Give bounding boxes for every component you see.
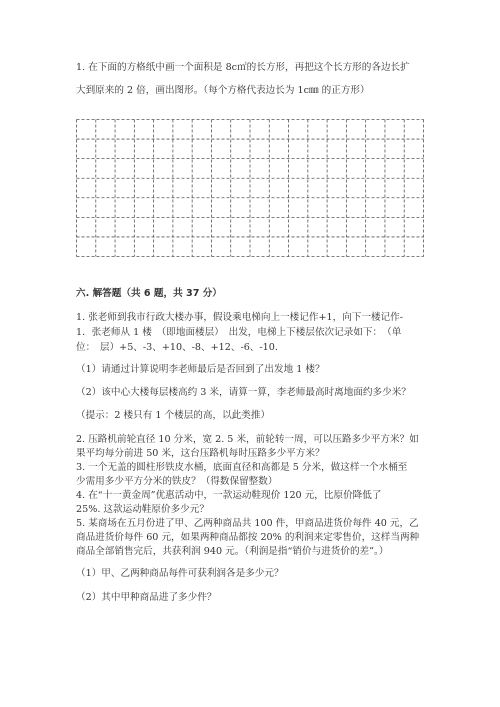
p5-question-1: （1）甲、乙两种商品每件可获利润各是多少元？ — [76, 568, 284, 579]
p1-question-1: （1）请通过计算说明李老师最后是否回到了出发地 1 楼？ — [76, 364, 325, 375]
p2-line1: 2. 压路机前轮直径 10 分米，宽 2. 5 米，前轮转一周，可以压路多少平方米？如 — [76, 434, 419, 445]
p3-line2: 少需用多少平方分米的铁皮？（得数保留整数） — [76, 476, 278, 487]
p3-line1: 3. 一个无盖的圆柱形铁皮水桶，底面直径和高都是 5 分米，做这样一个水桶至 — [76, 462, 408, 473]
p5-line3: 商品全部销售完后，共获利润 940 元。（利润是指“销价与进货价的差”。） — [76, 546, 389, 557]
p4-line1: 4. 在“十一黄金周”优惠活动中，一款运动鞋现价 120 元，比原价降低了 — [76, 490, 382, 501]
p1-line1: 1. 张老师到我市行政大楼办事，假设乘电梯向上一楼记作+1，向下一楼记作- — [76, 312, 403, 323]
p1-question-2: （2）该中心大楼每层楼高约 3 米，请算一算，李老师最高时离地面约多少米？ — [76, 387, 411, 398]
p1-hint: （提示：2 楼只有 1 个楼层的高，以此类推） — [76, 410, 271, 421]
p5-line1: 5. 某商场在五月份进了甲、乙两种商品共 100 件，甲商品进货价每件 40 元，乙 — [76, 518, 419, 529]
section-title: 六. 解答题（共 6 题，共 37 分） — [76, 288, 222, 299]
q1-line1: 1. 在下面的方格纸中画一个面积是 8c㎡的长方形，再把这个长方形的各边长扩 — [76, 62, 410, 73]
q1-line2: 大到原来的 2 倍，画出图形。（每个方格代表边长为 1c㎜ 的正方形） — [76, 85, 370, 96]
p5-question-2: （2）其中甲种商品进了多少件？ — [76, 592, 217, 603]
p4-line2: 25%. 这款运动鞋原价多少元？ — [76, 504, 209, 515]
p2-line2: 果平均每分前进 50 米，这台压路机每时压路多少平方米？ — [76, 448, 325, 459]
graph-paper-grid — [76, 119, 424, 257]
p1-line2: 1．张老师从 1 楼 （即地面楼层） 出发，电梯上下楼层依次记录如下： （单 — [76, 327, 402, 338]
p5-line2: 商品进货价每件 60 元，如果两种商品都按 20% 的利润来定零售价，这样当两种 — [76, 532, 420, 543]
p1-line3: 位： 层）+5、-3、+10、-8、+12、-6、-10. — [76, 342, 278, 353]
